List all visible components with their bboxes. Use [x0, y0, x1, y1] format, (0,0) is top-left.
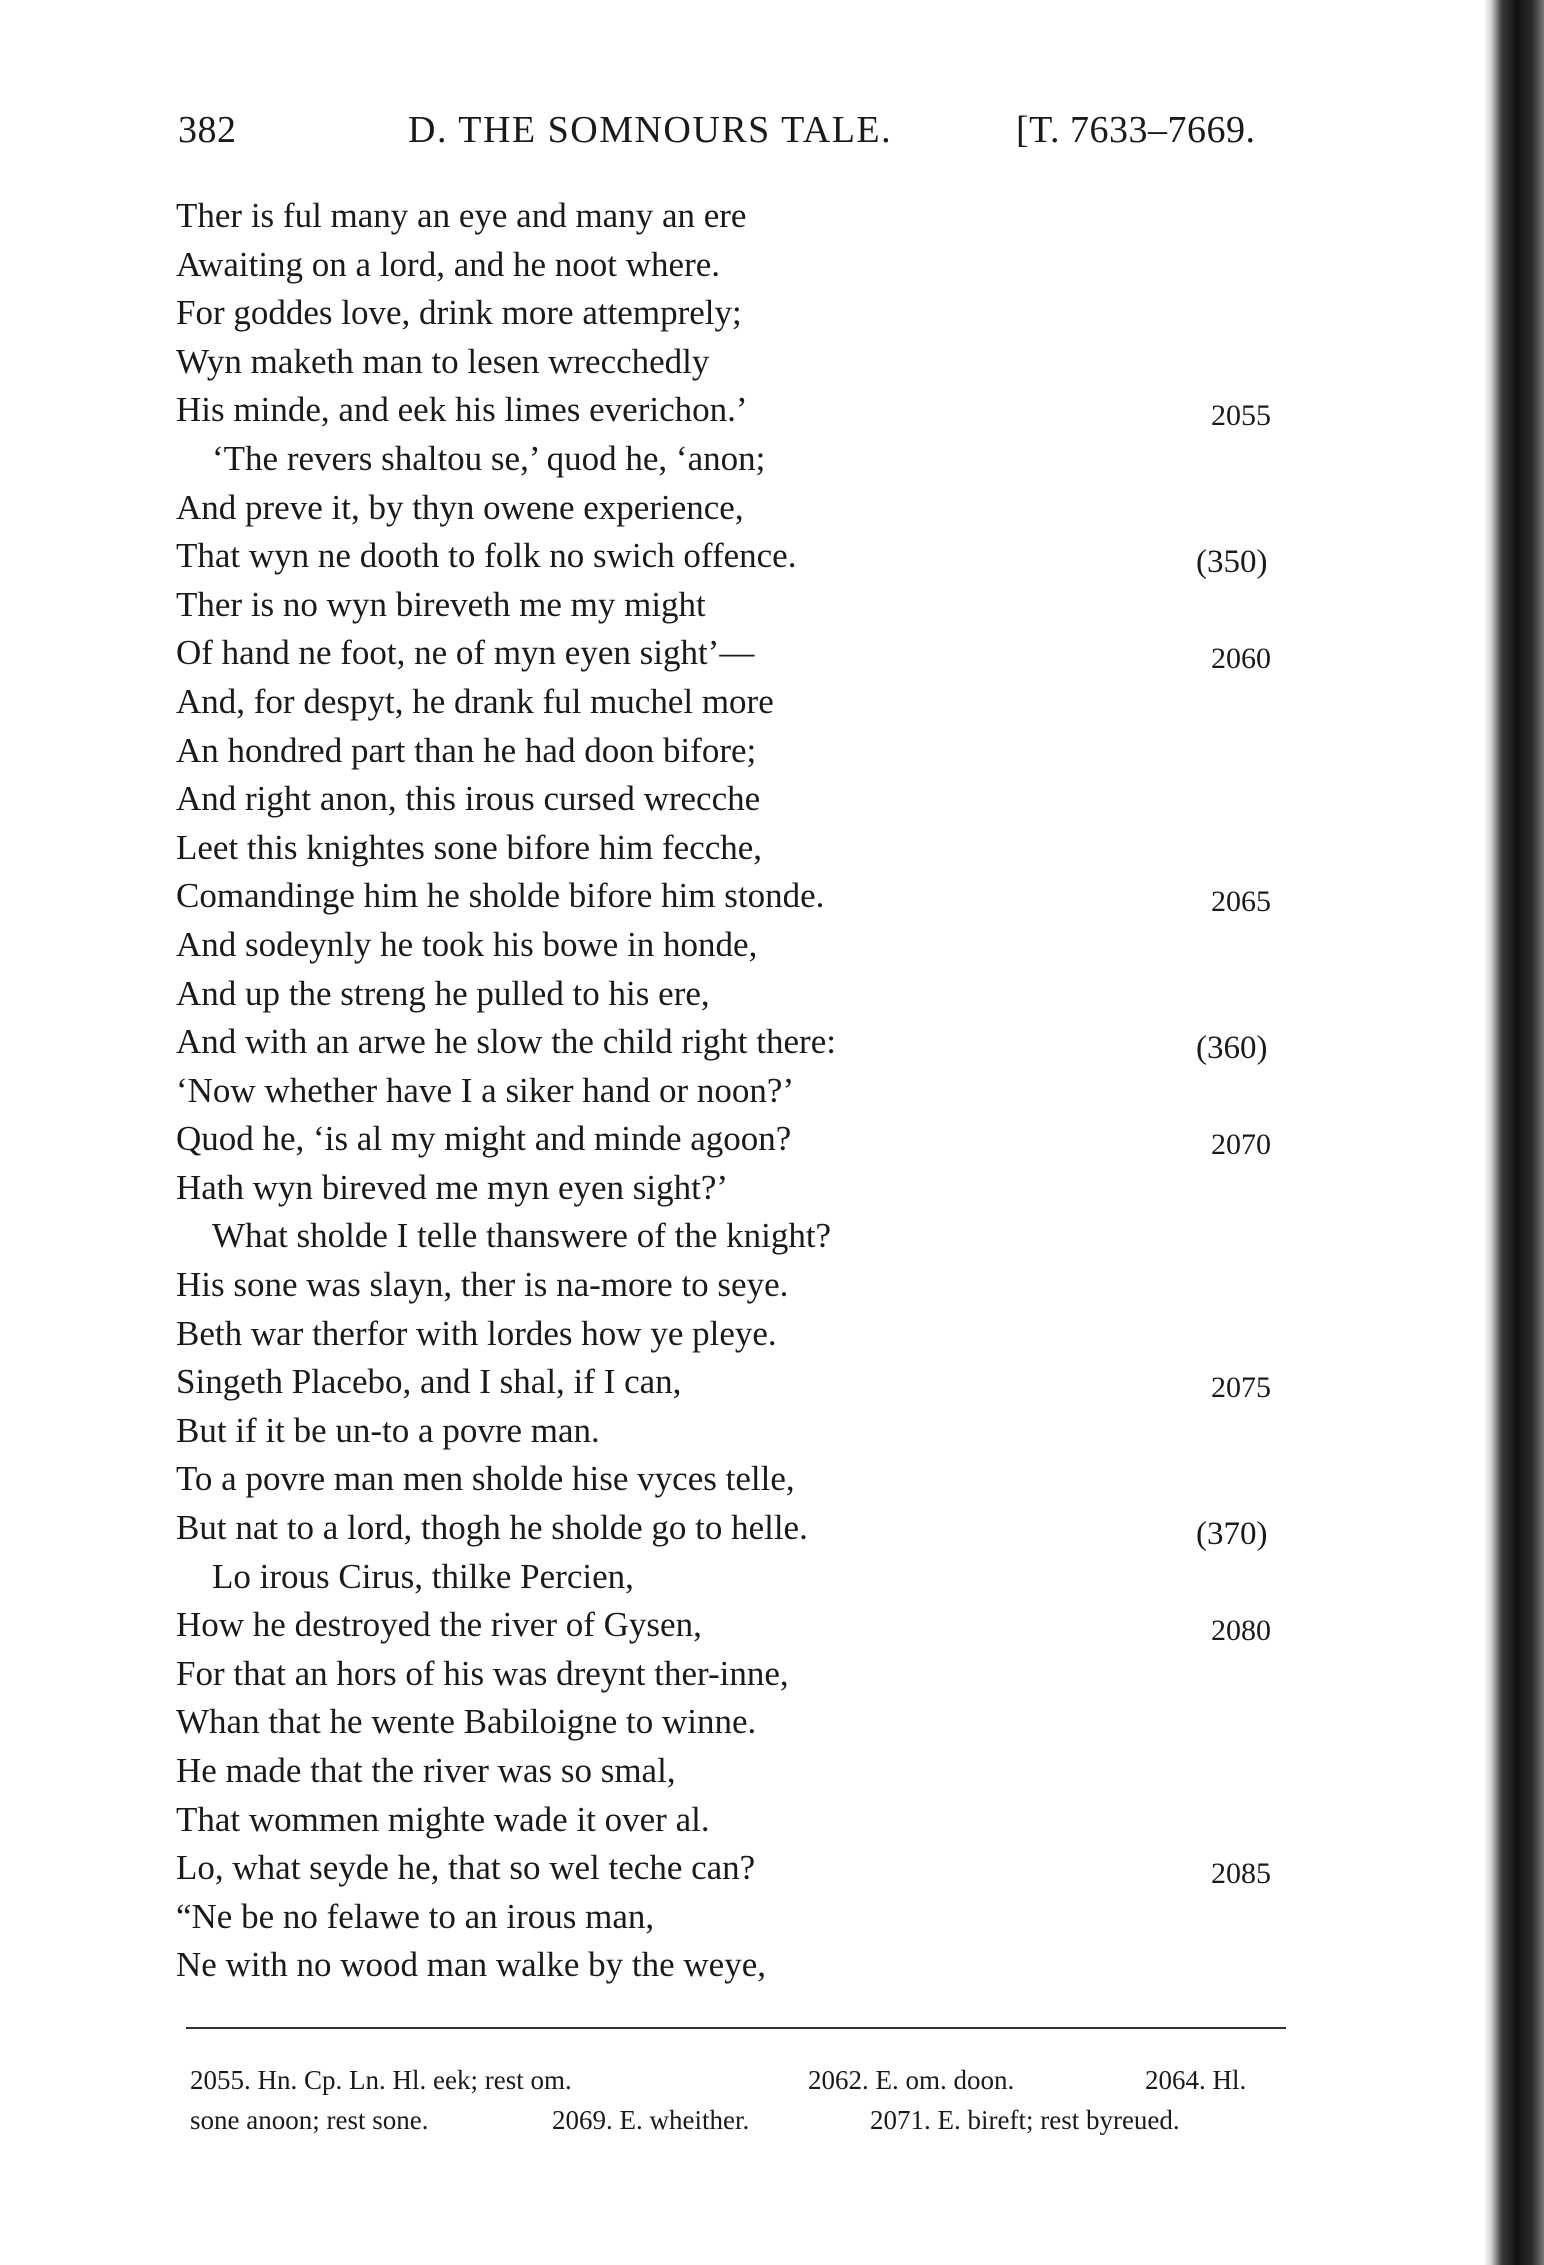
verse-text: Lo, what seyde he, that so wel teche can?	[176, 1848, 756, 1888]
verse-line	[176, 1310, 1296, 1359]
line-number: 2085	[1211, 1857, 1271, 1891]
verse-line	[176, 1115, 1296, 1164]
verse-text: And preve it, by thyn owene experience,	[176, 487, 744, 527]
verse-text: And up the streng he pulled to his ere,	[176, 973, 710, 1013]
verse-line	[176, 1941, 1296, 1990]
verse-text: “Ne be no felawe to an irous man,	[176, 1896, 655, 1936]
verse-line	[176, 1796, 1296, 1845]
line-number: 2065	[1211, 885, 1271, 919]
verse-text: To a povre man men sholde hise vyces telle,	[176, 1459, 795, 1499]
verse-line	[176, 581, 1296, 630]
verse-text: Quod he, ‘is al my might and minde agoon?	[176, 1119, 792, 1159]
verse-line	[176, 921, 1296, 970]
footnote: 2064. Hl.	[1145, 2065, 1247, 2095]
verse-line	[176, 1893, 1296, 1942]
line-number: 2070	[1211, 1128, 1271, 1162]
verse-text: For that an hors of his was dreynt ther-inne,	[176, 1653, 789, 1693]
line-number: 2080	[1211, 1614, 1271, 1648]
verse-line	[176, 1018, 1296, 1067]
footnote-line	[190, 2100, 1290, 2140]
verse-line	[176, 1455, 1296, 1504]
line-number: 2060	[1211, 642, 1271, 676]
verse-text: And right anon, this irous cursed wrecche	[176, 779, 761, 819]
verse-text: Hath wyn bireved me myn eyen sight?’	[176, 1167, 729, 1207]
verse-line	[176, 678, 1296, 727]
verse-line	[176, 1698, 1296, 1747]
verse-text: But nat to a lord, thogh he sholde go to helle.	[176, 1508, 808, 1548]
book-binding-edge	[1484, 0, 1544, 2265]
verse-text: His sone was slayn, ther is na-more to seye.	[176, 1265, 789, 1305]
verse-line	[176, 727, 1296, 776]
verse-text: That wommen mighte wade it over al.	[176, 1799, 710, 1839]
verse-line	[176, 1067, 1296, 1116]
verse-line	[176, 970, 1296, 1019]
verse-line	[176, 241, 1296, 290]
verse-line	[176, 629, 1296, 678]
verse-text: And sodeynly he took his bowe in honde,	[176, 924, 758, 964]
footnote: 2055. Hn. Cp. Ln. Hl. eek; rest om.	[190, 2065, 572, 2095]
verse-text: How he destroyed the river of Gysen,	[176, 1605, 702, 1645]
verse-text: Ther is ful many an eye and many an ere	[176, 196, 747, 235]
verse-line	[176, 775, 1296, 824]
verse-line	[176, 1407, 1296, 1456]
verse-line	[176, 824, 1296, 873]
verse-line	[176, 1212, 1296, 1261]
verse-line	[176, 435, 1296, 484]
line-number: (370)	[1196, 1516, 1268, 1553]
verse-line	[176, 1358, 1296, 1407]
verse-text: Of hand ne foot, ne of myn eyen sight’—	[176, 633, 755, 673]
verse-text: An hondred part than he had doon bifore;	[176, 730, 757, 770]
verse-line	[176, 532, 1296, 581]
verse-text: Awaiting on a lord, and he noot where.	[176, 244, 721, 284]
line-number: 2075	[1211, 1371, 1271, 1405]
verse-text: His minde, and eek his limes everichon.’	[176, 390, 748, 430]
verse-line	[176, 1650, 1296, 1699]
footnote: sone anoon; rest sone.	[190, 2105, 429, 2135]
verse-text: For goddes love, drink more attemprely;	[176, 293, 742, 333]
footnote: 2071. E. bireft; rest byreued.	[870, 2105, 1180, 2135]
verse-line	[176, 338, 1296, 387]
verse-text: And, for despyt, he drank ful muchel more	[176, 681, 774, 721]
footnote: 2062. E. om. doon.	[808, 2065, 1015, 2095]
verse-text: Beth war therfor with lordes how ye pleye.	[176, 1313, 777, 1353]
verse-line	[176, 872, 1296, 921]
verse-line	[176, 1553, 1296, 1602]
verse-text: Whan that he wente Babiloigne to winne.	[176, 1702, 757, 1742]
verse-block	[176, 192, 1296, 1990]
verse-text: Comandinge him he sholde bifore him stonde.	[176, 876, 825, 916]
verse-text: Ne with no wood man walke by the weye,	[176, 1945, 766, 1985]
line-number: (360)	[1196, 1030, 1268, 1067]
verse-line	[176, 1601, 1296, 1650]
verse-line	[176, 289, 1296, 338]
verse-line	[176, 1504, 1296, 1553]
page-number: 382	[178, 109, 237, 151]
verse-line	[176, 1844, 1296, 1893]
running-title: D. THE SOMNOURS TALE.	[408, 109, 893, 151]
verse-line	[176, 1261, 1296, 1310]
verse-text: That wyn ne dooth to folk no swich offence.	[176, 536, 797, 576]
verse-line	[176, 386, 1296, 435]
verse-text: Ther is no wyn bireveth me my might	[176, 584, 706, 624]
line-range: [T. 7633–7669.	[1016, 109, 1256, 151]
verse-line	[176, 1747, 1296, 1796]
verse-text: But if it be un-to a povre man.	[176, 1410, 600, 1450]
footnote: 2069. E. wheither.	[552, 2105, 750, 2135]
verse-line	[176, 484, 1296, 533]
verse-text: Lo irous Cirus, thilke Percien,	[212, 1556, 634, 1596]
verse-text: Wyn maketh man to lesen wrecchedly	[176, 341, 710, 381]
verse-line	[176, 1164, 1296, 1213]
running-head	[178, 108, 1278, 158]
footnote-line	[190, 2060, 1290, 2100]
line-number: (350)	[1196, 544, 1268, 581]
verse-text: And with an arwe he slow the child right there:	[176, 1022, 836, 1062]
verse-text: ‘The revers shaltou se,’ quod he, ‘anon;	[212, 438, 766, 478]
verse-line	[176, 192, 1296, 241]
verse-text: ‘Now whether have I a siker hand or noon?’	[176, 1070, 795, 1110]
verse-text: Leet this knightes sone bifore him fecche,	[176, 827, 763, 867]
verse-text: What sholde I telle thanswere of the knight?	[212, 1216, 832, 1256]
verse-text: He made that the river was so smal,	[176, 1751, 676, 1790]
verse-text: Singeth Placebo, and I shal, if I can,	[176, 1362, 682, 1402]
line-number: 2055	[1211, 399, 1271, 433]
footnotes	[190, 2060, 1290, 2140]
footnote-rule	[186, 2027, 1286, 2029]
